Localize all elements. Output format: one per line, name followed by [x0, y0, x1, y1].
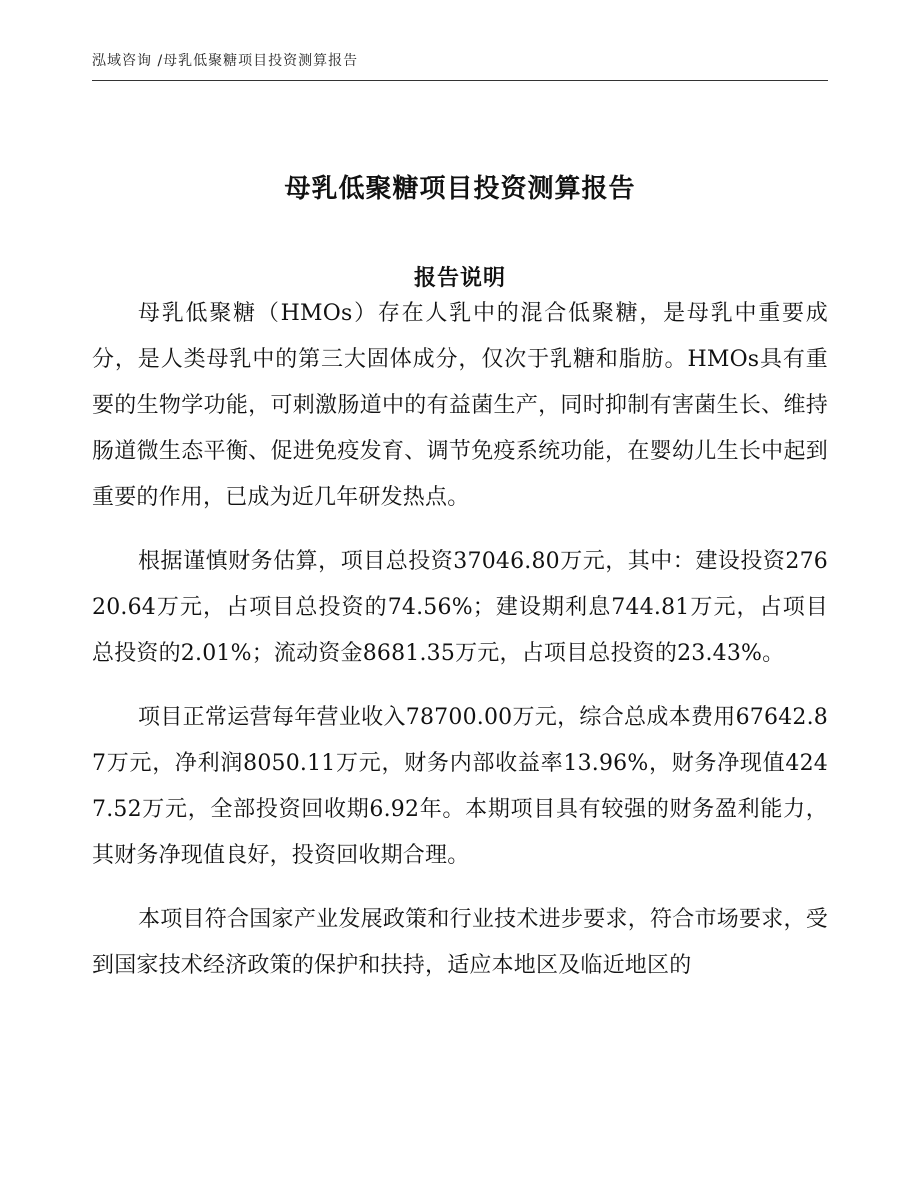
header-divider: [92, 80, 828, 81]
paragraph-investment: 根据谨慎财务估算，项目总投资37046.80万元，其中：建设投资27620.64万元，占项目总投资的74.56%；建设期利息744.81万元，占项目总投资的2.01%；流动资金8681.35万元，占项目总投资的23.43%。: [92, 549, 828, 666]
paragraph-policy: 本项目符合国家产业发展政策和行业技术进步要求，符合市场要求，受到国家技术经济政策的保护和扶持，适应本地区及临近地区的: [92, 907, 828, 978]
document-header-breadcrumb: 泓域咨询 /母乳低聚糖项目投资测算报告: [92, 53, 359, 69]
section-title-report-description: 报告说明: [413, 266, 506, 292]
paragraph-operations: 项目正常运营每年营业收入78700.00万元，综合总成本费用67642.87万元，净利润8050.11万元，财务内部收益率13.96%，财务净现值4247.52万元，全部投资回收期6.92年。本期项目具有较强的财务盈利能力，其财务净现值良好，投资回收期合理。: [92, 705, 828, 868]
report-body: [92, 291, 828, 1007]
document-title: 母乳低聚糖项目投资测算报告: [284, 174, 636, 205]
paragraph-overview: 母乳低聚糖（HMOs）存在人乳中的混合低聚糖，是母乳中重要成分，是人类母乳中的第三大固体成分，仅次于乳糖和脂肪。HMOs具有重要的生物学功能，可刺激肠道中的有益菌生产，同时抑制有害菌生长、维持肠道微生态平衡、促进免疫发育、调节免疫系统功能，在婴幼儿生长中起到重要的作用，已成为近几年研发热点。: [92, 301, 828, 510]
